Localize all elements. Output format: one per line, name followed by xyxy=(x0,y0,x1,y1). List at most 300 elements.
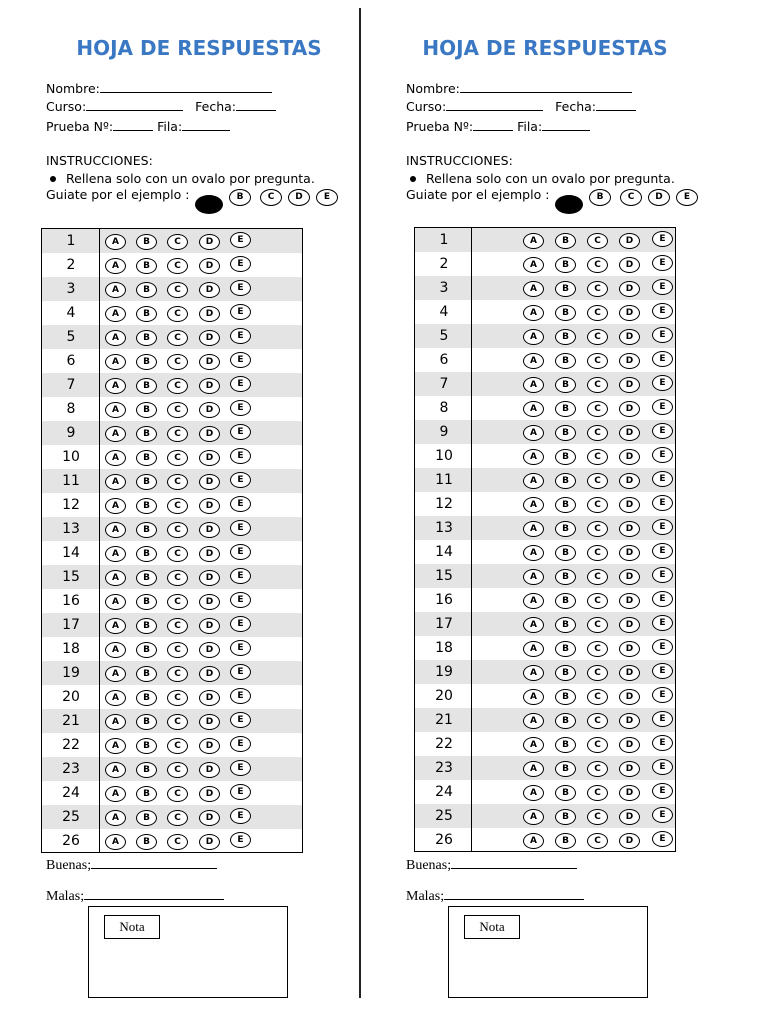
option-b-bubble[interactable]: B xyxy=(555,545,576,561)
option-e-bubble[interactable]: E xyxy=(652,519,673,535)
option-e-bubble[interactable]: E xyxy=(230,400,251,416)
malas-line[interactable] xyxy=(84,887,224,900)
option-c-bubble[interactable]: C xyxy=(167,714,188,730)
option-c-bubble[interactable]: C xyxy=(587,353,608,369)
option-a-bubble[interactable]: A xyxy=(523,665,544,681)
option-e-bubble[interactable]: E xyxy=(652,423,673,439)
option-c-bubble[interactable]: C xyxy=(587,425,608,441)
option-b-bubble[interactable]: B xyxy=(555,233,576,249)
option-e-bubble[interactable]: E xyxy=(652,351,673,367)
option-c-bubble[interactable]: C xyxy=(587,305,608,321)
option-b-bubble[interactable]: B xyxy=(555,425,576,441)
instrucciones-heading: INSTRUCCIONES: xyxy=(46,153,153,168)
option-b-bubble[interactable]: B xyxy=(136,402,157,418)
option-e-bubble[interactable]: E xyxy=(652,711,673,727)
option-c-bubble[interactable]: C xyxy=(167,354,188,370)
example-bubble: C xyxy=(260,189,282,206)
option-d-bubble[interactable]: D xyxy=(199,762,220,778)
option-d-bubble[interactable]: D xyxy=(619,785,640,801)
option-e-bubble[interactable]: E xyxy=(652,375,673,391)
option-a-bubble[interactable]: A xyxy=(523,377,544,393)
option-e-bubble[interactable]: E xyxy=(652,615,673,631)
answer-row xyxy=(415,372,675,396)
option-b-bubble[interactable]: B xyxy=(555,497,576,513)
option-b-bubble[interactable]: B xyxy=(136,474,157,490)
option-c-bubble[interactable]: C xyxy=(167,834,188,850)
option-c-bubble[interactable]: C xyxy=(167,282,188,298)
option-a-bubble[interactable]: A xyxy=(105,402,126,418)
option-a-bubble[interactable]: A xyxy=(523,305,544,321)
option-e-bubble[interactable]: E xyxy=(230,544,251,560)
option-a-bubble[interactable]: A xyxy=(523,401,544,417)
option-a-bubble[interactable]: A xyxy=(523,353,544,369)
option-d-bubble[interactable]: D xyxy=(619,305,640,321)
option-c-bubble[interactable]: C xyxy=(587,521,608,537)
option-a-bubble[interactable]: A xyxy=(523,809,544,825)
option-d-bubble[interactable]: D xyxy=(619,665,640,681)
option-c-bubble[interactable]: C xyxy=(587,761,608,777)
option-b-bubble[interactable]: B xyxy=(136,306,157,322)
option-d-bubble[interactable]: D xyxy=(619,497,640,513)
option-c-bubble[interactable]: C xyxy=(587,449,608,465)
option-e-bubble[interactable]: E xyxy=(652,327,673,343)
curso-line[interactable] xyxy=(86,98,183,111)
option-b-bubble[interactable]: B xyxy=(136,330,157,346)
option-a-bubble[interactable]: A xyxy=(105,522,126,538)
option-b-bubble[interactable]: B xyxy=(136,642,157,658)
option-e-bubble[interactable]: E xyxy=(230,232,251,248)
option-e-bubble[interactable]: E xyxy=(652,591,673,607)
option-b-bubble[interactable]: B xyxy=(136,594,157,610)
option-e-bubble[interactable]: E xyxy=(652,759,673,775)
option-d-bubble[interactable]: D xyxy=(199,642,220,658)
option-e-bubble[interactable]: E xyxy=(230,424,251,440)
example-bubble: D xyxy=(288,189,310,206)
option-c-bubble[interactable]: C xyxy=(587,377,608,393)
fila-line[interactable] xyxy=(542,118,590,131)
option-a-bubble[interactable]: A xyxy=(523,833,544,849)
option-e-bubble[interactable]: E xyxy=(230,328,251,344)
option-b-bubble[interactable]: B xyxy=(136,378,157,394)
sheet-title: HOJA DE RESPUESTAS xyxy=(76,36,322,60)
option-d-bubble[interactable]: D xyxy=(619,689,640,705)
option-b-bubble[interactable]: B xyxy=(136,666,157,682)
option-c-bubble[interactable]: C xyxy=(587,713,608,729)
option-e-bubble[interactable]: E xyxy=(230,784,251,800)
prueba-line[interactable] xyxy=(473,118,513,131)
option-b-bubble[interactable]: B xyxy=(555,449,576,465)
option-b-bubble[interactable]: B xyxy=(555,809,576,825)
option-b-bubble[interactable]: B xyxy=(136,714,157,730)
option-b-bubble[interactable]: B xyxy=(136,354,157,370)
option-b-bubble[interactable]: B xyxy=(555,569,576,585)
option-a-bubble[interactable]: A xyxy=(105,426,126,442)
option-a-bubble[interactable]: A xyxy=(105,498,126,514)
option-c-bubble[interactable]: C xyxy=(167,402,188,418)
option-d-bubble[interactable]: D xyxy=(619,641,640,657)
question-number: 5 xyxy=(66,329,76,345)
curso-line[interactable] xyxy=(446,98,543,111)
option-c-bubble[interactable]: C xyxy=(167,786,188,802)
option-b-bubble[interactable]: B xyxy=(136,690,157,706)
option-a-bubble[interactable]: A xyxy=(105,810,126,826)
option-c-bubble[interactable]: C xyxy=(167,522,188,538)
option-e-bubble[interactable]: E xyxy=(652,447,673,463)
option-d-bubble[interactable]: D xyxy=(199,786,220,802)
option-c-bubble[interactable]: C xyxy=(587,401,608,417)
option-e-bubble[interactable]: E xyxy=(230,256,251,272)
option-a-bubble[interactable]: A xyxy=(105,642,126,658)
option-e-bubble[interactable]: E xyxy=(230,664,251,680)
option-a-bubble[interactable]: A xyxy=(523,785,544,801)
option-c-bubble[interactable]: C xyxy=(167,642,188,658)
option-c-bubble[interactable]: C xyxy=(167,426,188,442)
option-c-bubble[interactable]: C xyxy=(167,378,188,394)
question-number: 24 xyxy=(435,784,453,800)
option-a-bubble[interactable]: A xyxy=(523,689,544,705)
option-d-bubble[interactable]: D xyxy=(619,737,640,753)
option-e-bubble[interactable]: E xyxy=(230,496,251,512)
option-a-bubble[interactable]: A xyxy=(105,450,126,466)
option-d-bubble[interactable]: D xyxy=(619,521,640,537)
question-number: 4 xyxy=(439,304,449,320)
option-d-bubble[interactable]: D xyxy=(619,833,640,849)
option-c-bubble[interactable]: C xyxy=(167,450,188,466)
option-d-bubble[interactable]: D xyxy=(199,666,220,682)
answer-row xyxy=(42,493,302,517)
option-b-bubble[interactable]: B xyxy=(136,450,157,466)
option-b-bubble[interactable]: B xyxy=(136,762,157,778)
option-c-bubble[interactable]: C xyxy=(167,498,188,514)
option-d-bubble[interactable]: D xyxy=(199,714,220,730)
nota-label: Nota xyxy=(464,915,520,939)
option-e-bubble[interactable]: E xyxy=(652,495,673,511)
option-c-bubble[interactable]: C xyxy=(167,690,188,706)
option-a-bubble[interactable]: A xyxy=(523,425,544,441)
option-b-bubble[interactable]: B xyxy=(136,234,157,250)
option-b-bubble[interactable]: B xyxy=(555,761,576,777)
option-b-bubble[interactable]: B xyxy=(555,353,576,369)
option-b-bubble[interactable]: B xyxy=(136,618,157,634)
option-d-bubble[interactable]: D xyxy=(199,570,220,586)
option-d-bubble[interactable]: D xyxy=(199,234,220,250)
option-e-bubble[interactable]: E xyxy=(230,352,251,368)
option-d-bubble[interactable]: D xyxy=(199,474,220,490)
option-e-bubble[interactable]: E xyxy=(230,616,251,632)
question-number: 13 xyxy=(435,520,453,536)
option-c-bubble[interactable]: C xyxy=(167,810,188,826)
option-a-bubble[interactable]: A xyxy=(523,473,544,489)
option-d-bubble[interactable]: D xyxy=(619,401,640,417)
option-b-bubble[interactable]: B xyxy=(555,305,576,321)
option-c-bubble[interactable]: C xyxy=(587,497,608,513)
option-d-bubble[interactable]: D xyxy=(199,690,220,706)
option-b-bubble[interactable]: B xyxy=(555,329,576,345)
option-a-bubble[interactable]: A xyxy=(105,234,126,250)
option-b-bubble[interactable]: B xyxy=(136,834,157,850)
option-a-bubble[interactable]: A xyxy=(523,545,544,561)
option-e-bubble[interactable]: E xyxy=(230,640,251,656)
option-a-bubble[interactable]: A xyxy=(523,617,544,633)
option-a-bubble[interactable]: A xyxy=(523,449,544,465)
option-b-bubble[interactable]: B xyxy=(555,377,576,393)
option-e-bubble[interactable]: E xyxy=(652,807,673,823)
nombre-line[interactable] xyxy=(460,80,632,93)
option-b-bubble[interactable]: B xyxy=(555,401,576,417)
option-b-bubble[interactable]: B xyxy=(555,833,576,849)
option-c-bubble[interactable]: C xyxy=(587,641,608,657)
option-c-bubble[interactable]: C xyxy=(167,738,188,754)
option-c-bubble[interactable]: C xyxy=(587,257,608,273)
fecha-line[interactable] xyxy=(596,98,636,111)
option-e-bubble[interactable]: E xyxy=(230,520,251,536)
nota-box[interactable] xyxy=(88,906,288,998)
option-e-bubble[interactable]: E xyxy=(230,280,251,296)
malas-line[interactable] xyxy=(444,887,584,900)
option-c-bubble[interactable]: C xyxy=(587,833,608,849)
option-c-bubble[interactable]: C xyxy=(167,618,188,634)
option-c-bubble[interactable]: C xyxy=(167,234,188,250)
option-d-bubble[interactable]: D xyxy=(199,834,220,850)
option-e-bubble[interactable]: E xyxy=(652,255,673,271)
option-e-bubble[interactable]: E xyxy=(652,471,673,487)
option-d-bubble[interactable]: D xyxy=(199,354,220,370)
option-d-bubble[interactable]: D xyxy=(619,329,640,345)
option-b-bubble[interactable]: B xyxy=(555,521,576,537)
option-a-bubble[interactable]: A xyxy=(105,378,126,394)
option-a-bubble[interactable]: A xyxy=(105,618,126,634)
option-b-bubble[interactable]: B xyxy=(555,641,576,657)
option-e-bubble[interactable]: E xyxy=(230,568,251,584)
option-d-bubble[interactable]: D xyxy=(199,546,220,562)
option-e-bubble[interactable]: E xyxy=(652,831,673,847)
option-b-bubble[interactable]: B xyxy=(555,785,576,801)
option-d-bubble[interactable]: D xyxy=(619,281,640,297)
question-number: 18 xyxy=(62,641,80,657)
option-a-bubble[interactable]: A xyxy=(105,570,126,586)
option-b-bubble[interactable]: B xyxy=(555,689,576,705)
option-c-bubble[interactable]: C xyxy=(587,665,608,681)
option-b-bubble[interactable]: B xyxy=(555,617,576,633)
option-c-bubble[interactable]: C xyxy=(167,474,188,490)
option-c-bubble[interactable]: C xyxy=(587,569,608,585)
option-c-bubble[interactable]: C xyxy=(587,809,608,825)
option-e-bubble[interactable]: E xyxy=(230,376,251,392)
option-b-bubble[interactable]: B xyxy=(555,665,576,681)
option-a-bubble[interactable]: A xyxy=(105,666,126,682)
option-e-bubble[interactable]: E xyxy=(652,231,673,247)
option-d-bubble[interactable]: D xyxy=(199,618,220,634)
nombre-line[interactable] xyxy=(100,80,272,93)
option-e-bubble[interactable]: E xyxy=(230,832,251,848)
option-c-bubble[interactable]: C xyxy=(587,689,608,705)
option-b-bubble[interactable]: B xyxy=(136,426,157,442)
option-b-bubble[interactable]: B xyxy=(136,810,157,826)
option-c-bubble[interactable]: C xyxy=(587,281,608,297)
option-e-bubble[interactable]: E xyxy=(652,663,673,679)
option-a-bubble[interactable]: A xyxy=(523,329,544,345)
option-b-bubble[interactable]: B xyxy=(136,522,157,538)
option-c-bubble[interactable]: C xyxy=(167,570,188,586)
option-b-bubble[interactable]: B xyxy=(555,473,576,489)
option-c-bubble[interactable]: C xyxy=(587,329,608,345)
option-a-bubble[interactable]: A xyxy=(105,762,126,778)
option-d-bubble[interactable]: D xyxy=(619,449,640,465)
option-b-bubble[interactable]: B xyxy=(555,593,576,609)
malas-field[interactable] xyxy=(46,887,224,905)
option-b-bubble[interactable]: B xyxy=(555,257,576,273)
option-d-bubble[interactable]: D xyxy=(199,258,220,274)
option-e-bubble[interactable]: E xyxy=(230,760,251,776)
option-d-bubble[interactable]: D xyxy=(199,522,220,538)
option-d-bubble[interactable]: D xyxy=(619,809,640,825)
option-c-bubble[interactable]: C xyxy=(587,785,608,801)
nombre-field[interactable] xyxy=(406,80,632,96)
option-a-bubble[interactable]: A xyxy=(523,281,544,297)
fecha-line[interactable] xyxy=(236,98,276,111)
option-d-bubble[interactable]: D xyxy=(199,810,220,826)
option-e-bubble[interactable]: E xyxy=(652,639,673,655)
option-a-bubble[interactable]: A xyxy=(105,738,126,754)
option-d-bubble[interactable]: D xyxy=(199,498,220,514)
option-a-bubble[interactable]: A xyxy=(105,474,126,490)
option-a-bubble[interactable]: A xyxy=(523,233,544,249)
option-b-bubble[interactable]: B xyxy=(136,546,157,562)
nombre-field[interactable] xyxy=(46,80,272,96)
prueba-line[interactable] xyxy=(113,118,153,131)
option-a-bubble[interactable]: A xyxy=(105,258,126,274)
option-a-bubble[interactable]: A xyxy=(105,690,126,706)
question-number: 26 xyxy=(435,832,453,848)
option-a-bubble[interactable]: A xyxy=(523,569,544,585)
option-c-bubble[interactable]: C xyxy=(167,666,188,682)
question-number: 19 xyxy=(435,664,453,680)
option-e-bubble[interactable]: E xyxy=(652,567,673,583)
nota-box[interactable] xyxy=(448,906,648,998)
option-c-bubble[interactable]: C xyxy=(167,258,188,274)
option-a-bubble[interactable]: A xyxy=(105,282,126,298)
option-d-bubble[interactable]: D xyxy=(199,330,220,346)
option-c-bubble[interactable]: C xyxy=(167,546,188,562)
option-a-bubble[interactable]: A xyxy=(105,354,126,370)
malas-field[interactable] xyxy=(406,887,584,905)
question-number: 14 xyxy=(435,544,453,560)
option-b-bubble[interactable]: B xyxy=(136,258,157,274)
option-c-bubble[interactable]: C xyxy=(167,594,188,610)
buenas-line[interactable] xyxy=(91,856,217,869)
option-c-bubble[interactable]: C xyxy=(587,617,608,633)
fila-line[interactable] xyxy=(182,118,230,131)
buenas-line[interactable] xyxy=(451,856,577,869)
option-d-bubble[interactable]: D xyxy=(199,402,220,418)
option-d-bubble[interactable]: D xyxy=(619,761,640,777)
option-a-bubble[interactable]: A xyxy=(105,330,126,346)
option-c-bubble[interactable]: C xyxy=(167,306,188,322)
option-c-bubble[interactable]: C xyxy=(587,473,608,489)
buenas-field[interactable] xyxy=(46,856,217,874)
option-a-bubble[interactable]: A xyxy=(105,834,126,850)
option-e-bubble[interactable]: E xyxy=(230,472,251,488)
answer-row xyxy=(42,565,302,589)
option-d-bubble[interactable]: D xyxy=(619,593,640,609)
option-d-bubble[interactable]: D xyxy=(619,569,640,585)
option-b-bubble[interactable]: B xyxy=(136,570,157,586)
option-d-bubble[interactable]: D xyxy=(199,738,220,754)
option-d-bubble[interactable]: D xyxy=(619,233,640,249)
option-e-bubble[interactable]: E xyxy=(230,688,251,704)
option-e-bubble[interactable]: E xyxy=(652,687,673,703)
option-b-bubble[interactable]: B xyxy=(555,281,576,297)
option-d-bubble[interactable]: D xyxy=(199,378,220,394)
option-d-bubble[interactable]: D xyxy=(619,425,640,441)
option-b-bubble[interactable]: B xyxy=(136,282,157,298)
option-d-bubble[interactable]: D xyxy=(199,282,220,298)
option-b-bubble[interactable]: B xyxy=(136,786,157,802)
option-d-bubble[interactable]: D xyxy=(619,617,640,633)
option-a-bubble[interactable]: A xyxy=(523,761,544,777)
option-a-bubble[interactable]: A xyxy=(105,546,126,562)
option-a-bubble[interactable]: A xyxy=(523,593,544,609)
option-e-bubble[interactable]: E xyxy=(652,303,673,319)
option-c-bubble[interactable]: C xyxy=(167,762,188,778)
option-c-bubble[interactable]: C xyxy=(587,545,608,561)
option-b-bubble[interactable]: B xyxy=(136,498,157,514)
option-b-bubble[interactable]: B xyxy=(555,713,576,729)
option-e-bubble[interactable]: E xyxy=(230,592,251,608)
option-d-bubble[interactable]: D xyxy=(199,450,220,466)
buenas-field[interactable] xyxy=(406,856,577,874)
option-e-bubble[interactable]: E xyxy=(652,399,673,415)
option-d-bubble[interactable]: D xyxy=(619,545,640,561)
option-a-bubble[interactable]: A xyxy=(523,257,544,273)
option-e-bubble[interactable]: E xyxy=(230,448,251,464)
option-e-bubble[interactable]: E xyxy=(652,279,673,295)
option-e-bubble[interactable]: E xyxy=(230,808,251,824)
option-a-bubble[interactable]: A xyxy=(105,594,126,610)
option-a-bubble[interactable]: A xyxy=(105,786,126,802)
option-c-bubble[interactable]: C xyxy=(167,330,188,346)
option-b-bubble[interactable]: B xyxy=(555,737,576,753)
option-a-bubble[interactable]: A xyxy=(105,306,126,322)
option-d-bubble[interactable]: D xyxy=(619,473,640,489)
option-e-bubble[interactable]: E xyxy=(652,543,673,559)
option-a-bubble[interactable]: A xyxy=(105,714,126,730)
option-c-bubble[interactable]: C xyxy=(587,593,608,609)
option-e-bubble[interactable]: E xyxy=(230,304,251,320)
option-d-bubble[interactable]: D xyxy=(199,594,220,610)
option-a-bubble[interactable]: A xyxy=(523,497,544,513)
option-a-bubble[interactable]: A xyxy=(523,641,544,657)
option-d-bubble[interactable]: D xyxy=(619,713,640,729)
option-e-bubble[interactable]: E xyxy=(230,712,251,728)
option-e-bubble[interactable]: E xyxy=(652,783,673,799)
curso-label: Curso: xyxy=(46,99,87,114)
option-d-bubble[interactable]: D xyxy=(199,306,220,322)
option-a-bubble[interactable]: A xyxy=(523,737,544,753)
option-e-bubble[interactable]: E xyxy=(652,735,673,751)
option-b-bubble[interactable]: B xyxy=(136,738,157,754)
option-d-bubble[interactable]: D xyxy=(619,377,640,393)
option-a-bubble[interactable]: A xyxy=(523,521,544,537)
option-d-bubble[interactable]: D xyxy=(619,257,640,273)
option-c-bubble[interactable]: C xyxy=(587,737,608,753)
option-c-bubble[interactable]: C xyxy=(587,233,608,249)
option-d-bubble[interactable]: D xyxy=(619,353,640,369)
option-d-bubble[interactable]: D xyxy=(199,426,220,442)
option-e-bubble[interactable]: E xyxy=(230,736,251,752)
option-a-bubble[interactable]: A xyxy=(523,713,544,729)
question-number: 2 xyxy=(66,257,76,273)
